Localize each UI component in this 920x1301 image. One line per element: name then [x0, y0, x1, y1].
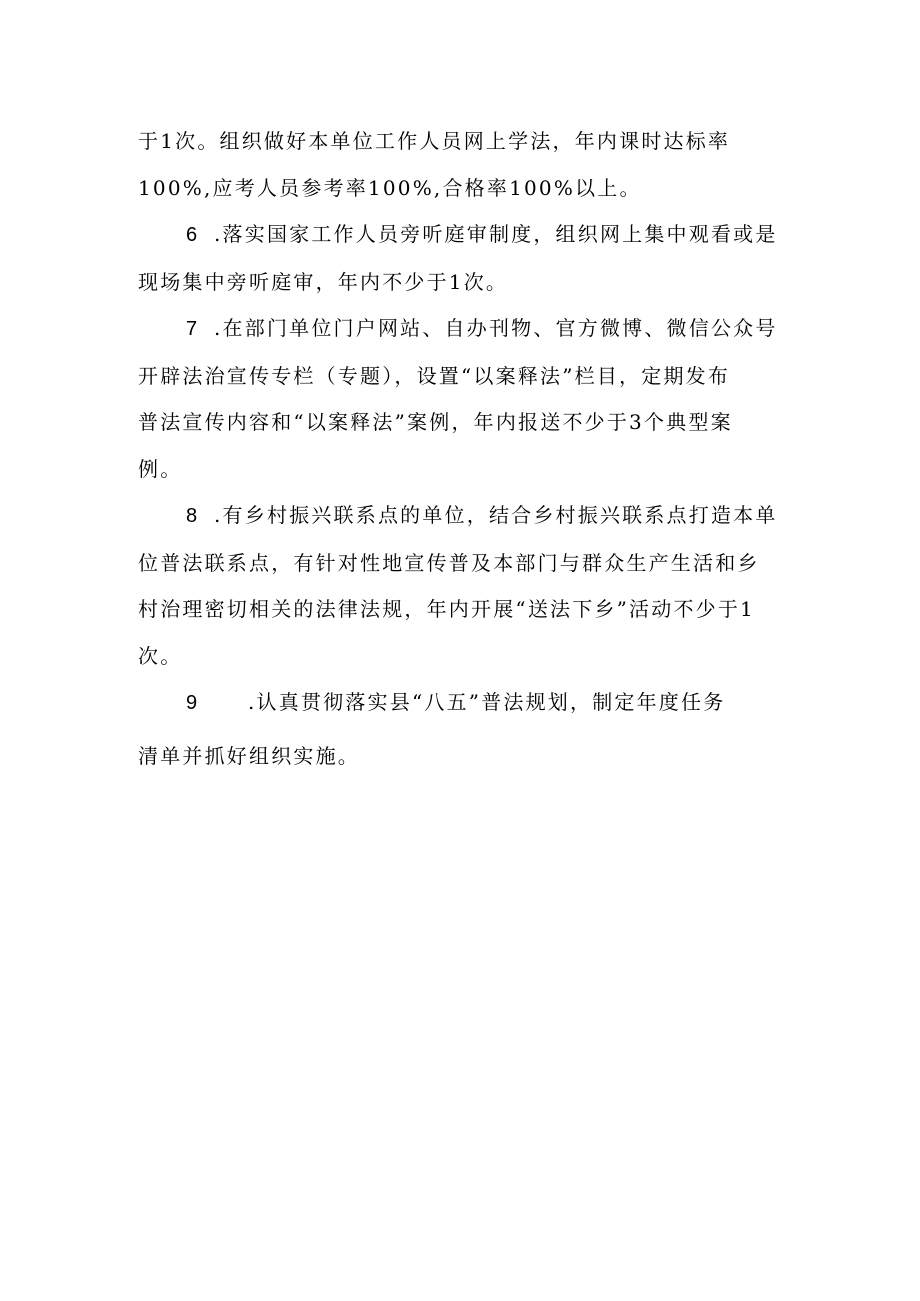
text-line: 开辟法治宣传专栏（专题），设置“以案释法”栏目，定期发布: [138, 363, 731, 388]
text-line: 清单并抓好组织实施。: [138, 743, 360, 768]
text-line: 于1次。组织做好本单位工作人员网上学法，年内课时达标率: [138, 129, 731, 153]
document-body: [138, 118, 790, 779]
text-line: 100%,应考人员参考率100%,合格率100%以上。: [138, 175, 642, 200]
paragraph-continuation: [138, 118, 790, 211]
paragraph-item-8: [138, 492, 790, 679]
text-segment: .落实国家工作人员旁听庭审制度，组织网上集中观看或是: [214, 222, 778, 246]
text-line: 次。: [138, 643, 183, 668]
item-number: 6: [186, 224, 198, 246]
paragraph-item-9: [138, 679, 790, 779]
text-line: 村治理密切相关的法律法规，年内开展“送法下乡”活动不少于1: [138, 597, 755, 621]
paragraph-item-6: [138, 211, 790, 305]
text-line: [138, 305, 790, 353]
text-line: [138, 211, 790, 259]
paragraph-item-7: [138, 305, 790, 492]
text-line: 现场集中旁听庭审，年内不少于1次。: [138, 269, 509, 294]
item-number: 7: [186, 318, 198, 340]
text-line: 例。: [138, 456, 183, 481]
text-segment: .有乡村振兴联系点的单位，结合乡村振兴联系点打造本单: [214, 503, 778, 527]
item-number: 8: [186, 505, 198, 527]
item-number: 9: [186, 692, 198, 714]
text-segment: .在部门单位门户网站、自办刊物、官方微博、微信公众号: [214, 316, 778, 340]
text-line: 位普法联系点，有针对性地宣传普及本部门与群众生产生活和乡: [138, 550, 760, 575]
text-line: [138, 679, 790, 727]
text-segment: .认真贯彻落实县“八五”普法规划，制定年度任务: [248, 690, 726, 714]
text-line: [138, 492, 790, 540]
text-line: 普法宣传内容和“以案释法”案例，年内报送不少于3个典型案: [138, 410, 733, 434]
